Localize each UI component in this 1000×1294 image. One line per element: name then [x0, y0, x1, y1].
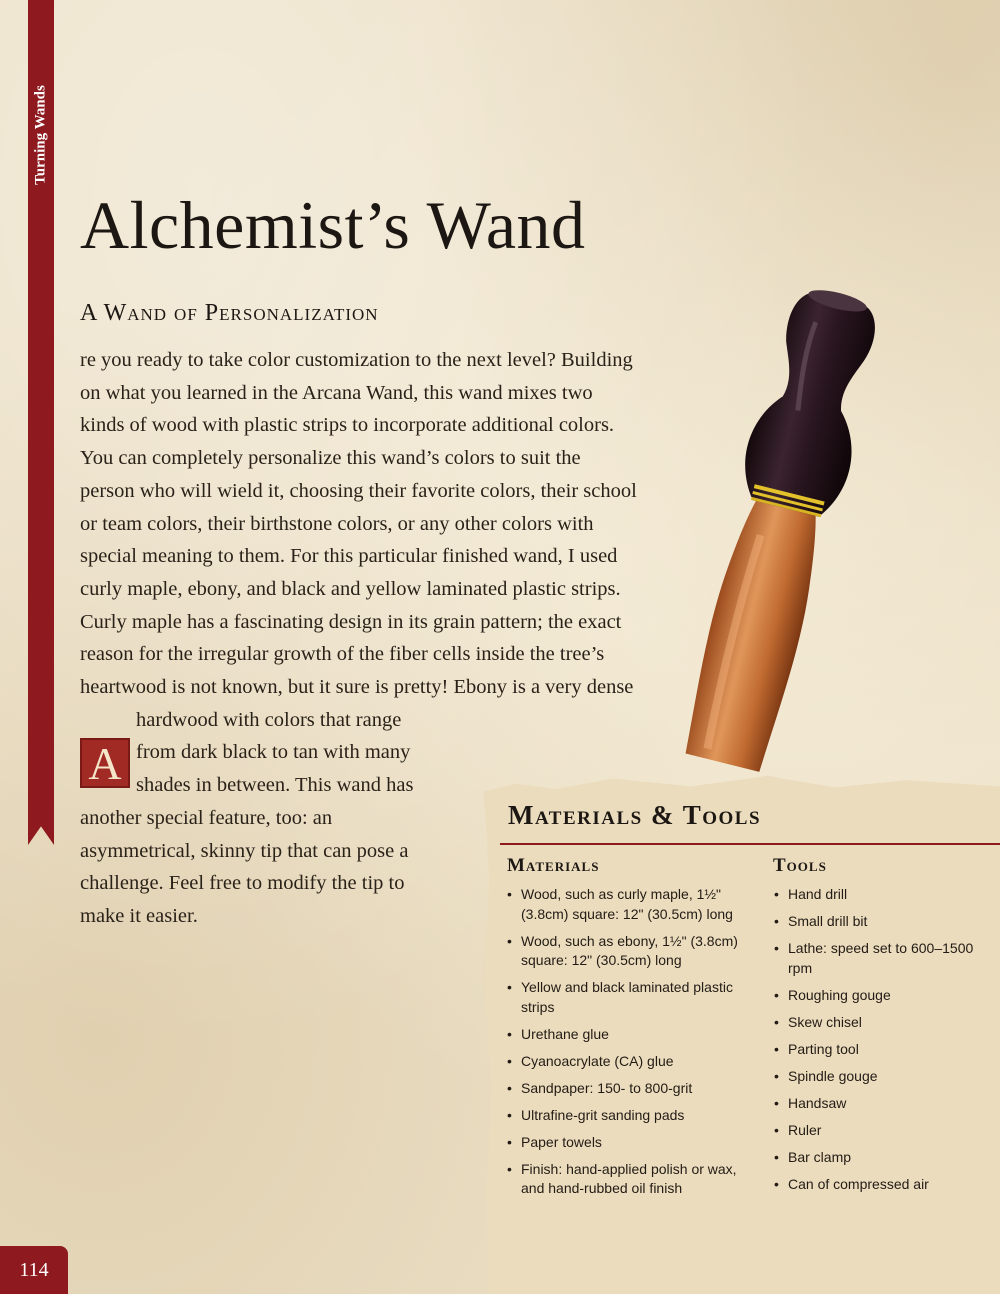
- list-item: • Yellow and black laminated plastic strips: [505, 978, 755, 1017]
- list-item: • Cyanoacrylate (CA) glue: [505, 1052, 755, 1072]
- tools-list: [772, 885, 982, 1202]
- chapter-label-text: Turning Wands: [32, 85, 49, 185]
- list-item: • Wood, such as ebony, 1½" (3.8cm) square: 12" (30.5cm) long: [505, 932, 755, 971]
- list-item: • Parting tool: [772, 1040, 982, 1060]
- page-subtitle: A Wand of Personalization: [80, 300, 379, 326]
- list-item: • Skew chisel: [772, 1013, 982, 1033]
- page-number: 114: [0, 1246, 68, 1294]
- materials-list: [505, 885, 755, 1206]
- list-item: • Ultrafine-grit sanding pads: [505, 1106, 755, 1126]
- list-item: • Wood, such as curly maple, 1½" (3.8cm) square: 12" (30.5cm) long: [505, 885, 755, 924]
- list-item: • Finish: hand-applied polish or wax, and hand-rubbed oil finish: [505, 1160, 755, 1199]
- page-title: Alchemist’s Wand: [80, 187, 586, 263]
- list-item: • Roughing gouge: [772, 986, 982, 1006]
- chapter-label: [28, 0, 54, 270]
- list-item: • Bar clamp: [772, 1148, 982, 1168]
- list-item: • Sandpaper: 150- to 800-grit: [505, 1079, 755, 1099]
- list-item: • Ruler: [772, 1121, 982, 1141]
- list-item: • Handsaw: [772, 1094, 982, 1114]
- list-item: • Small drill bit: [772, 912, 982, 932]
- tools-heading: Tools: [773, 855, 827, 876]
- materials-heading: Materials: [507, 855, 600, 876]
- list-item: • Urethane glue: [505, 1025, 755, 1045]
- list-item: • Can of compressed air: [772, 1175, 982, 1195]
- list-item: • Lathe: speed set to 600–1500 rpm: [772, 939, 982, 978]
- panel-divider: [500, 843, 1000, 845]
- wand-photo: [640, 280, 900, 780]
- list-item: • Spindle gouge: [772, 1067, 982, 1087]
- intro-text: re you ready to take color customization to the next level? Building on what you learned in the Arcana Wand, this wand mixes two kinds of wood with plastic strips to incorporate additional colors. You can completely personalize this wand’s colors to suit the person who will wield it, choosing their favorite colors, their school or team colors, their birthstone colors, or any other colors with special meaning to them. For this particular finished wand, I used curly maple, ebony, and black and yellow laminated plastic strips. Curly maple has a fascinating design in its grain pattern; the exact reason for the irregular growth of the fiber cells inside the tree’s heartwood is not known, but it sure is pretty! Ebony is a very dense hardwood with colors that range from dark black to tan with many shades in between. This wand has another special feature, too: an asymmetrical, skinny tip that can pose a challenge. Feel free to modify the tip to make it easier.: [80, 349, 637, 927]
- list-item: • Hand drill: [772, 885, 982, 905]
- drop-cap: A: [80, 738, 130, 788]
- materials-tools-title: Materials & Tools: [508, 800, 762, 830]
- list-item: • Paper towels: [505, 1133, 755, 1153]
